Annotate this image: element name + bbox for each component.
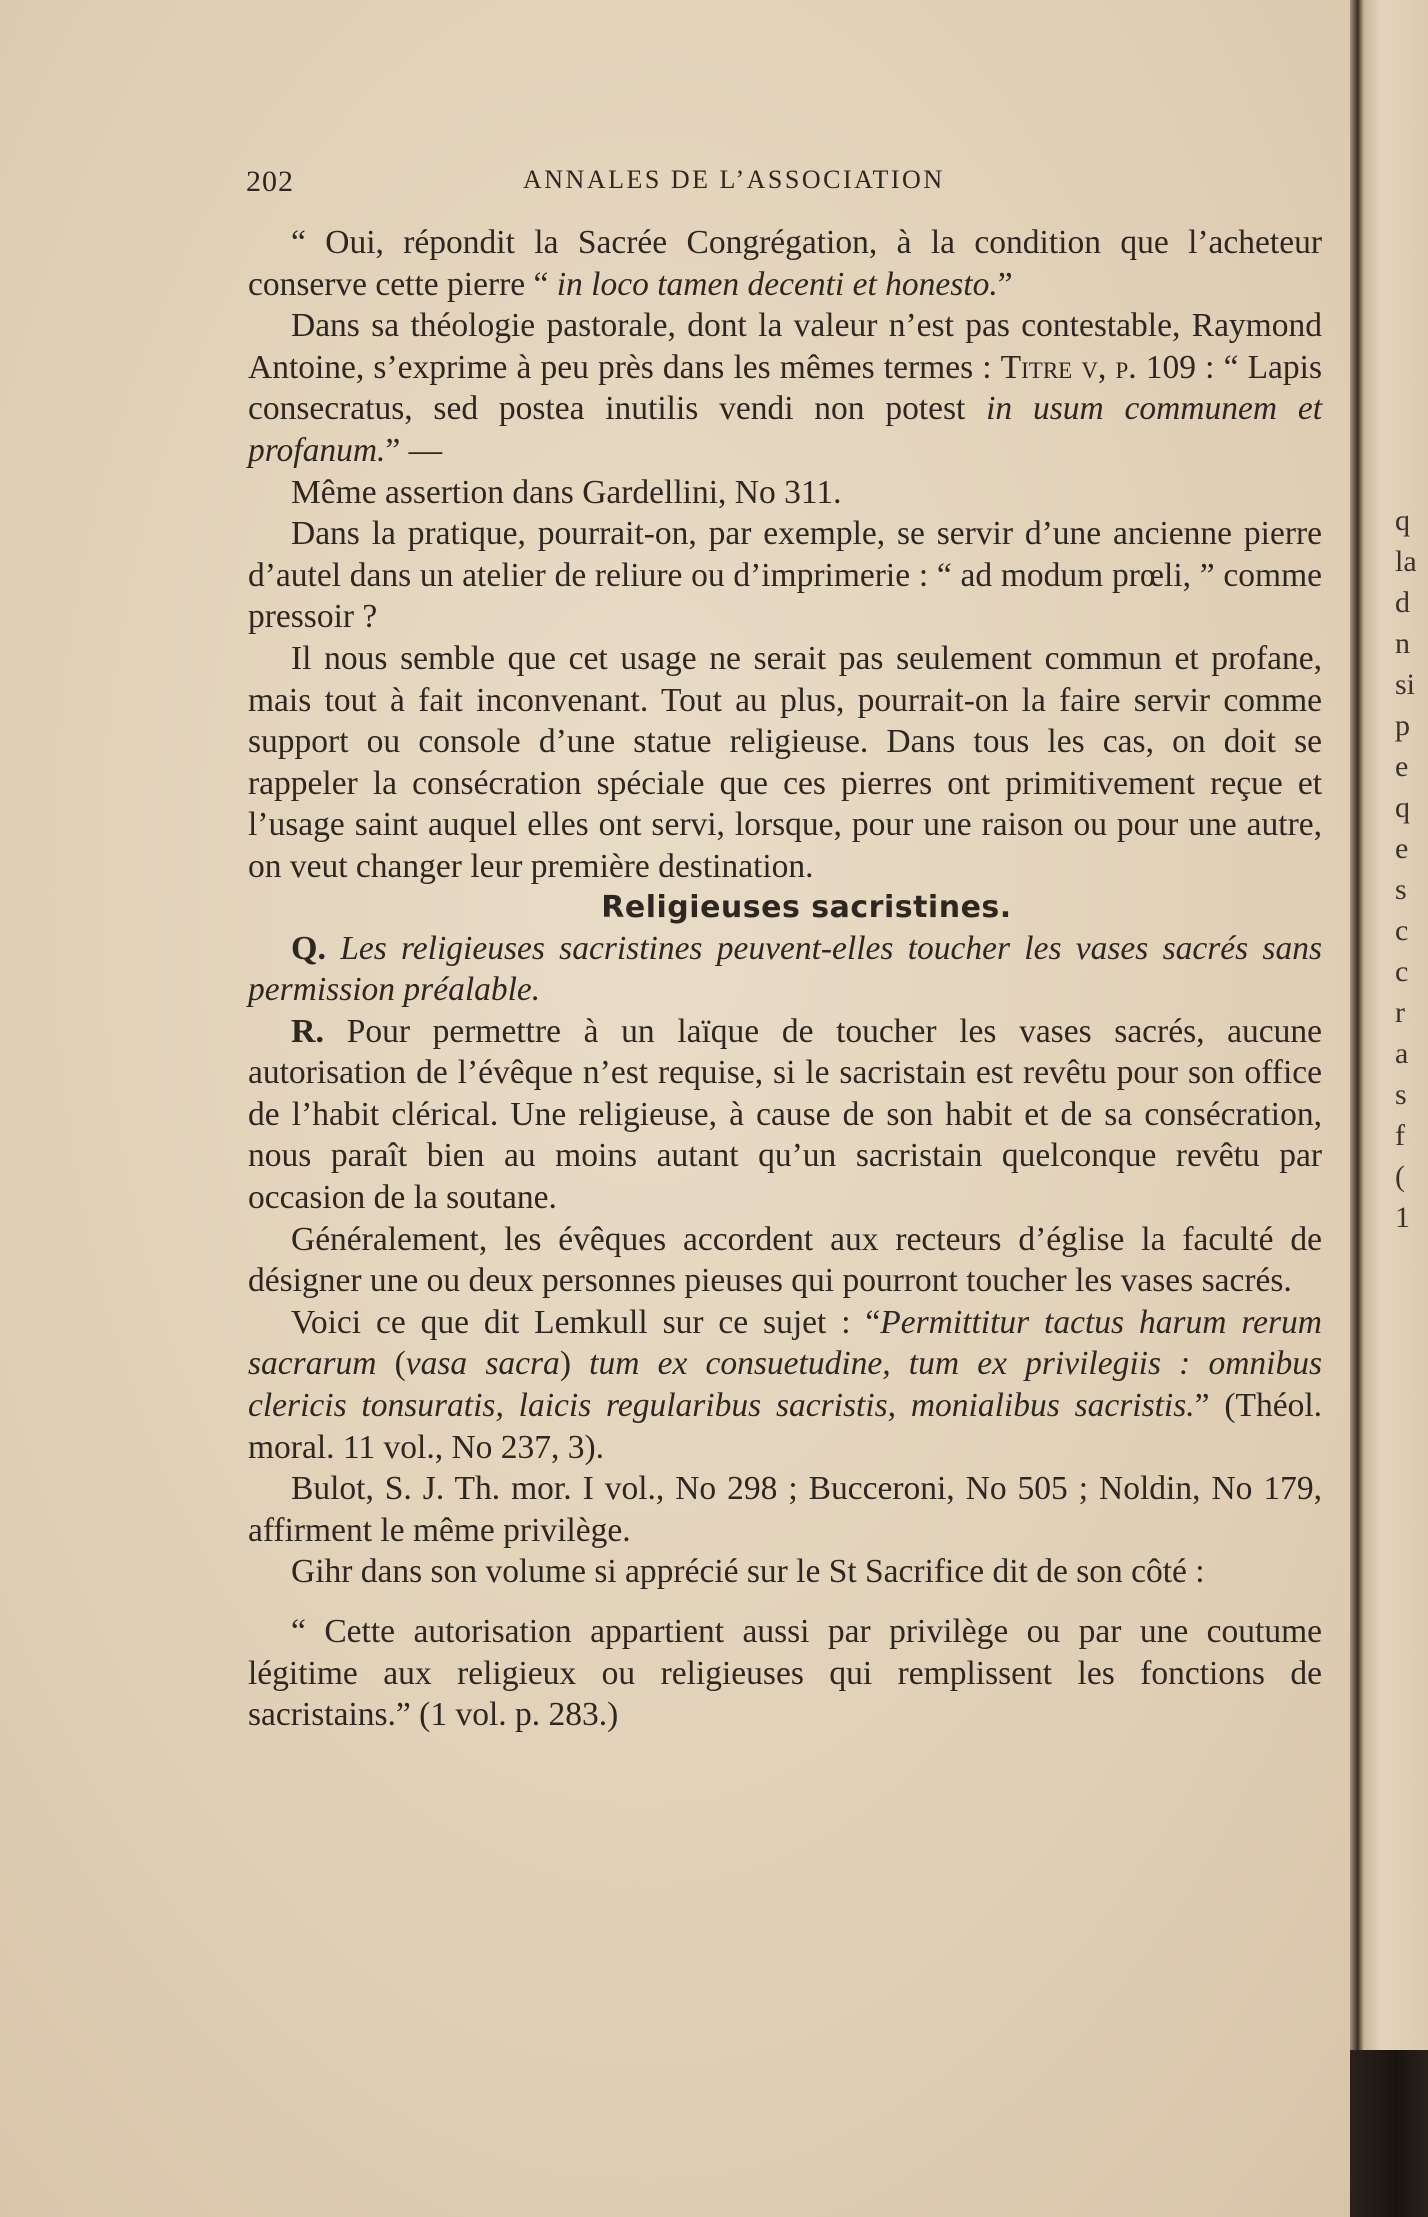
- quotation: “ Cette autorisation appartient aussi par privilège ou par une coutume légitime aux religieux ou religieuses qui remplissent les fonctions de sacristains.” (1 vol. p. 283.): [248, 1613, 1322, 1734]
- section-title: Religieuses sacristines.: [601, 889, 1012, 925]
- facing-letter: la: [1395, 545, 1417, 578]
- paragraph: Il nous semble que cet usage ne serait pas seulement commun et profane, mais tout à fait inconvenant. Tout au plus, pourrait-on la faire servir comme support ou console d’une statue religieuse. Dans tous les cas, on doit se rappeler la consécration spéciale que ces pierres ont primitivement reçue et l’usage saint auquel elles ont servi, lorsque, pour une raison ou pour une autre, on veut changer leur première destination.: [248, 639, 1322, 885]
- facing-letter: d: [1395, 586, 1410, 619]
- body-text: [248, 222, 1322, 1736]
- facing-letter: f: [1395, 1119, 1405, 1152]
- facing-letter: e: [1395, 832, 1409, 865]
- facing-letter: r: [1395, 996, 1405, 1029]
- facing-letter: q: [1395, 504, 1410, 537]
- paragraph: “ Oui, répondit la Sacrée Congrégation, à la condition que l’acheteur conserve cette pierre “ in loco tamen decenti et honesto.”: [248, 224, 1322, 303]
- paragraph: Dans la pratique, pourrait-on, par exemple, se servir d’une ancienne pierre d’autel dans un atelier de reliure ou d’imprimerie : “ ad modum prœli, ” comme pressoir ?: [248, 515, 1322, 636]
- facing-letter: c: [1395, 914, 1409, 947]
- facing-letter: c: [1395, 955, 1409, 988]
- paragraph: Généralement, les évêques accordent aux recteurs d’église la faculté de désigner une ou deux personnes pieuses qui pourront toucher les vases sacrés.: [248, 1220, 1322, 1300]
- facing-letter: (: [1395, 1160, 1405, 1193]
- paragraph: Même assertion dans Gardellini, No 311.: [291, 473, 842, 511]
- gutter-shadow: [1350, 2050, 1428, 2217]
- facing-letter: s: [1395, 873, 1407, 906]
- facing-letter: s: [1395, 1078, 1407, 1111]
- paragraph: Dans sa théologie pastorale, dont la valeur n’est pas contestable, Raymond Antoine, s’exprime à peu près dans les mêmes termes : Titre v, p. 109 : “ Lapis consecratus, sed postea inutilis vendi non potest in usum communem et profanum.” —: [248, 307, 1322, 469]
- paragraph: Bulot, S. J. Th. mor. I vol., No 298 ; Bucceroni, No 505 ; Noldin, No 179, affirment le même privilège.: [248, 1470, 1322, 1549]
- paragraph: Gihr dans son volume si apprécié sur le St Sacrifice dit de son côté :: [291, 1553, 1205, 1591]
- question: Q. Les religieuses sacristines peuvent-elles toucher les vases sacrés sans permission préalable.: [248, 929, 1323, 1009]
- facing-letter: si: [1395, 668, 1416, 701]
- spacer: [248, 1593, 1322, 1611]
- facing-letter: q: [1395, 791, 1410, 824]
- paragraph: Voici ce que dit Lemkull sur ce sujet : “Permittitur tactus harum rerum sacrarum (vasa sacra) tum ex consuetudine, tum ex privilegiis : omnibus clericis tonsuratis, laicis regularibus sacristis, monialibus sacristis.” (Théol. moral. 11 vol., No 237, 3).: [248, 1303, 1323, 1466]
- running-head: ANNALES DE L’ASSOCIATION: [523, 165, 945, 194]
- page-number: 202: [246, 165, 294, 198]
- facing-letter: p: [1395, 709, 1410, 742]
- answer-label: R.: [291, 1012, 325, 1050]
- facing-letter: 1: [1395, 1201, 1410, 1234]
- facing-page-edge: [1395, 500, 1428, 1500]
- facing-letter: n: [1395, 627, 1410, 660]
- answer: R. Pour permettre à un laïque de toucher les vases sacrés, aucune autorisation de l’évêque n’est requise, si le sacristain est revêtu pour son office de l’habit clérical. Une religieuse, à cause de son habit et de sa consécration, nous paraît bien au moins autant qu’un sacristain quelconque revêtu par occasion de la soutane.: [248, 1012, 1322, 1217]
- facing-letter: e: [1395, 750, 1409, 783]
- facing-letter: a: [1395, 1037, 1409, 1070]
- page-header: [246, 165, 1320, 205]
- question-label: Q.: [291, 929, 326, 967]
